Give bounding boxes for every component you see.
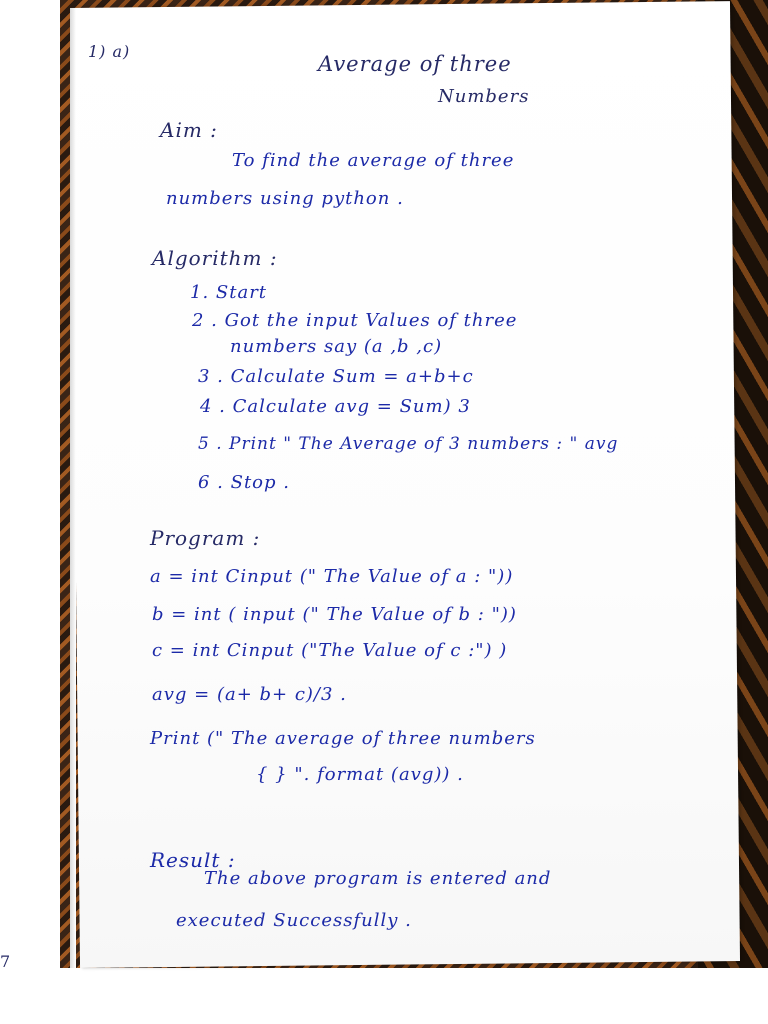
result-heading: Result : xyxy=(150,848,236,872)
background-surface xyxy=(0,968,768,1024)
algorithm-step-1: 1. Start xyxy=(190,282,268,303)
title-line-2: Numbers xyxy=(438,86,530,107)
algorithm-step-3: 3 . Calculate Sum = a+b+c xyxy=(198,366,474,387)
margin-mark: 7 xyxy=(0,952,12,971)
page-binding-edge xyxy=(70,8,76,968)
program-line-5: Print (" The average of three numbers xyxy=(150,728,536,749)
program-heading: Program : xyxy=(150,526,261,550)
question-number: 1) a) xyxy=(88,42,131,61)
algorithm-step-6: 6 . Stop . xyxy=(198,472,290,493)
program-line-2: b = int ( input (" The Value of b : ")) xyxy=(152,604,517,625)
result-line-2: executed Successfully . xyxy=(176,910,412,931)
aim-line-1: To find the average of three xyxy=(232,150,515,171)
algorithm-heading: Algorithm : xyxy=(152,246,278,270)
program-line-6: { } ". format (avg)) . xyxy=(256,764,464,785)
aim-heading: Aim : xyxy=(160,118,218,142)
algorithm-step-2-cont: numbers say (a ,b ,c) xyxy=(230,336,443,357)
program-line-1: a = int Cinput (" The Value of a : ")) xyxy=(150,566,514,587)
result-line-1: The above program is entered and xyxy=(204,868,552,889)
aim-line-2: numbers using python . xyxy=(166,188,404,209)
program-line-4: avg = (a+ b+ c)/3 . xyxy=(152,684,347,705)
title-line-1: Average of three xyxy=(318,52,512,76)
program-line-3: c = int Cinput ("The Value of c :") ) xyxy=(152,640,508,661)
algorithm-step-2: 2 . Got the input Values of three xyxy=(192,310,518,331)
algorithm-step-4: 4 . Calculate avg = Sum) 3 xyxy=(200,396,471,417)
algorithm-step-5: 5 . Print " The Average of 3 numbers : " avg xyxy=(198,434,619,454)
notebook-page xyxy=(70,1,740,968)
